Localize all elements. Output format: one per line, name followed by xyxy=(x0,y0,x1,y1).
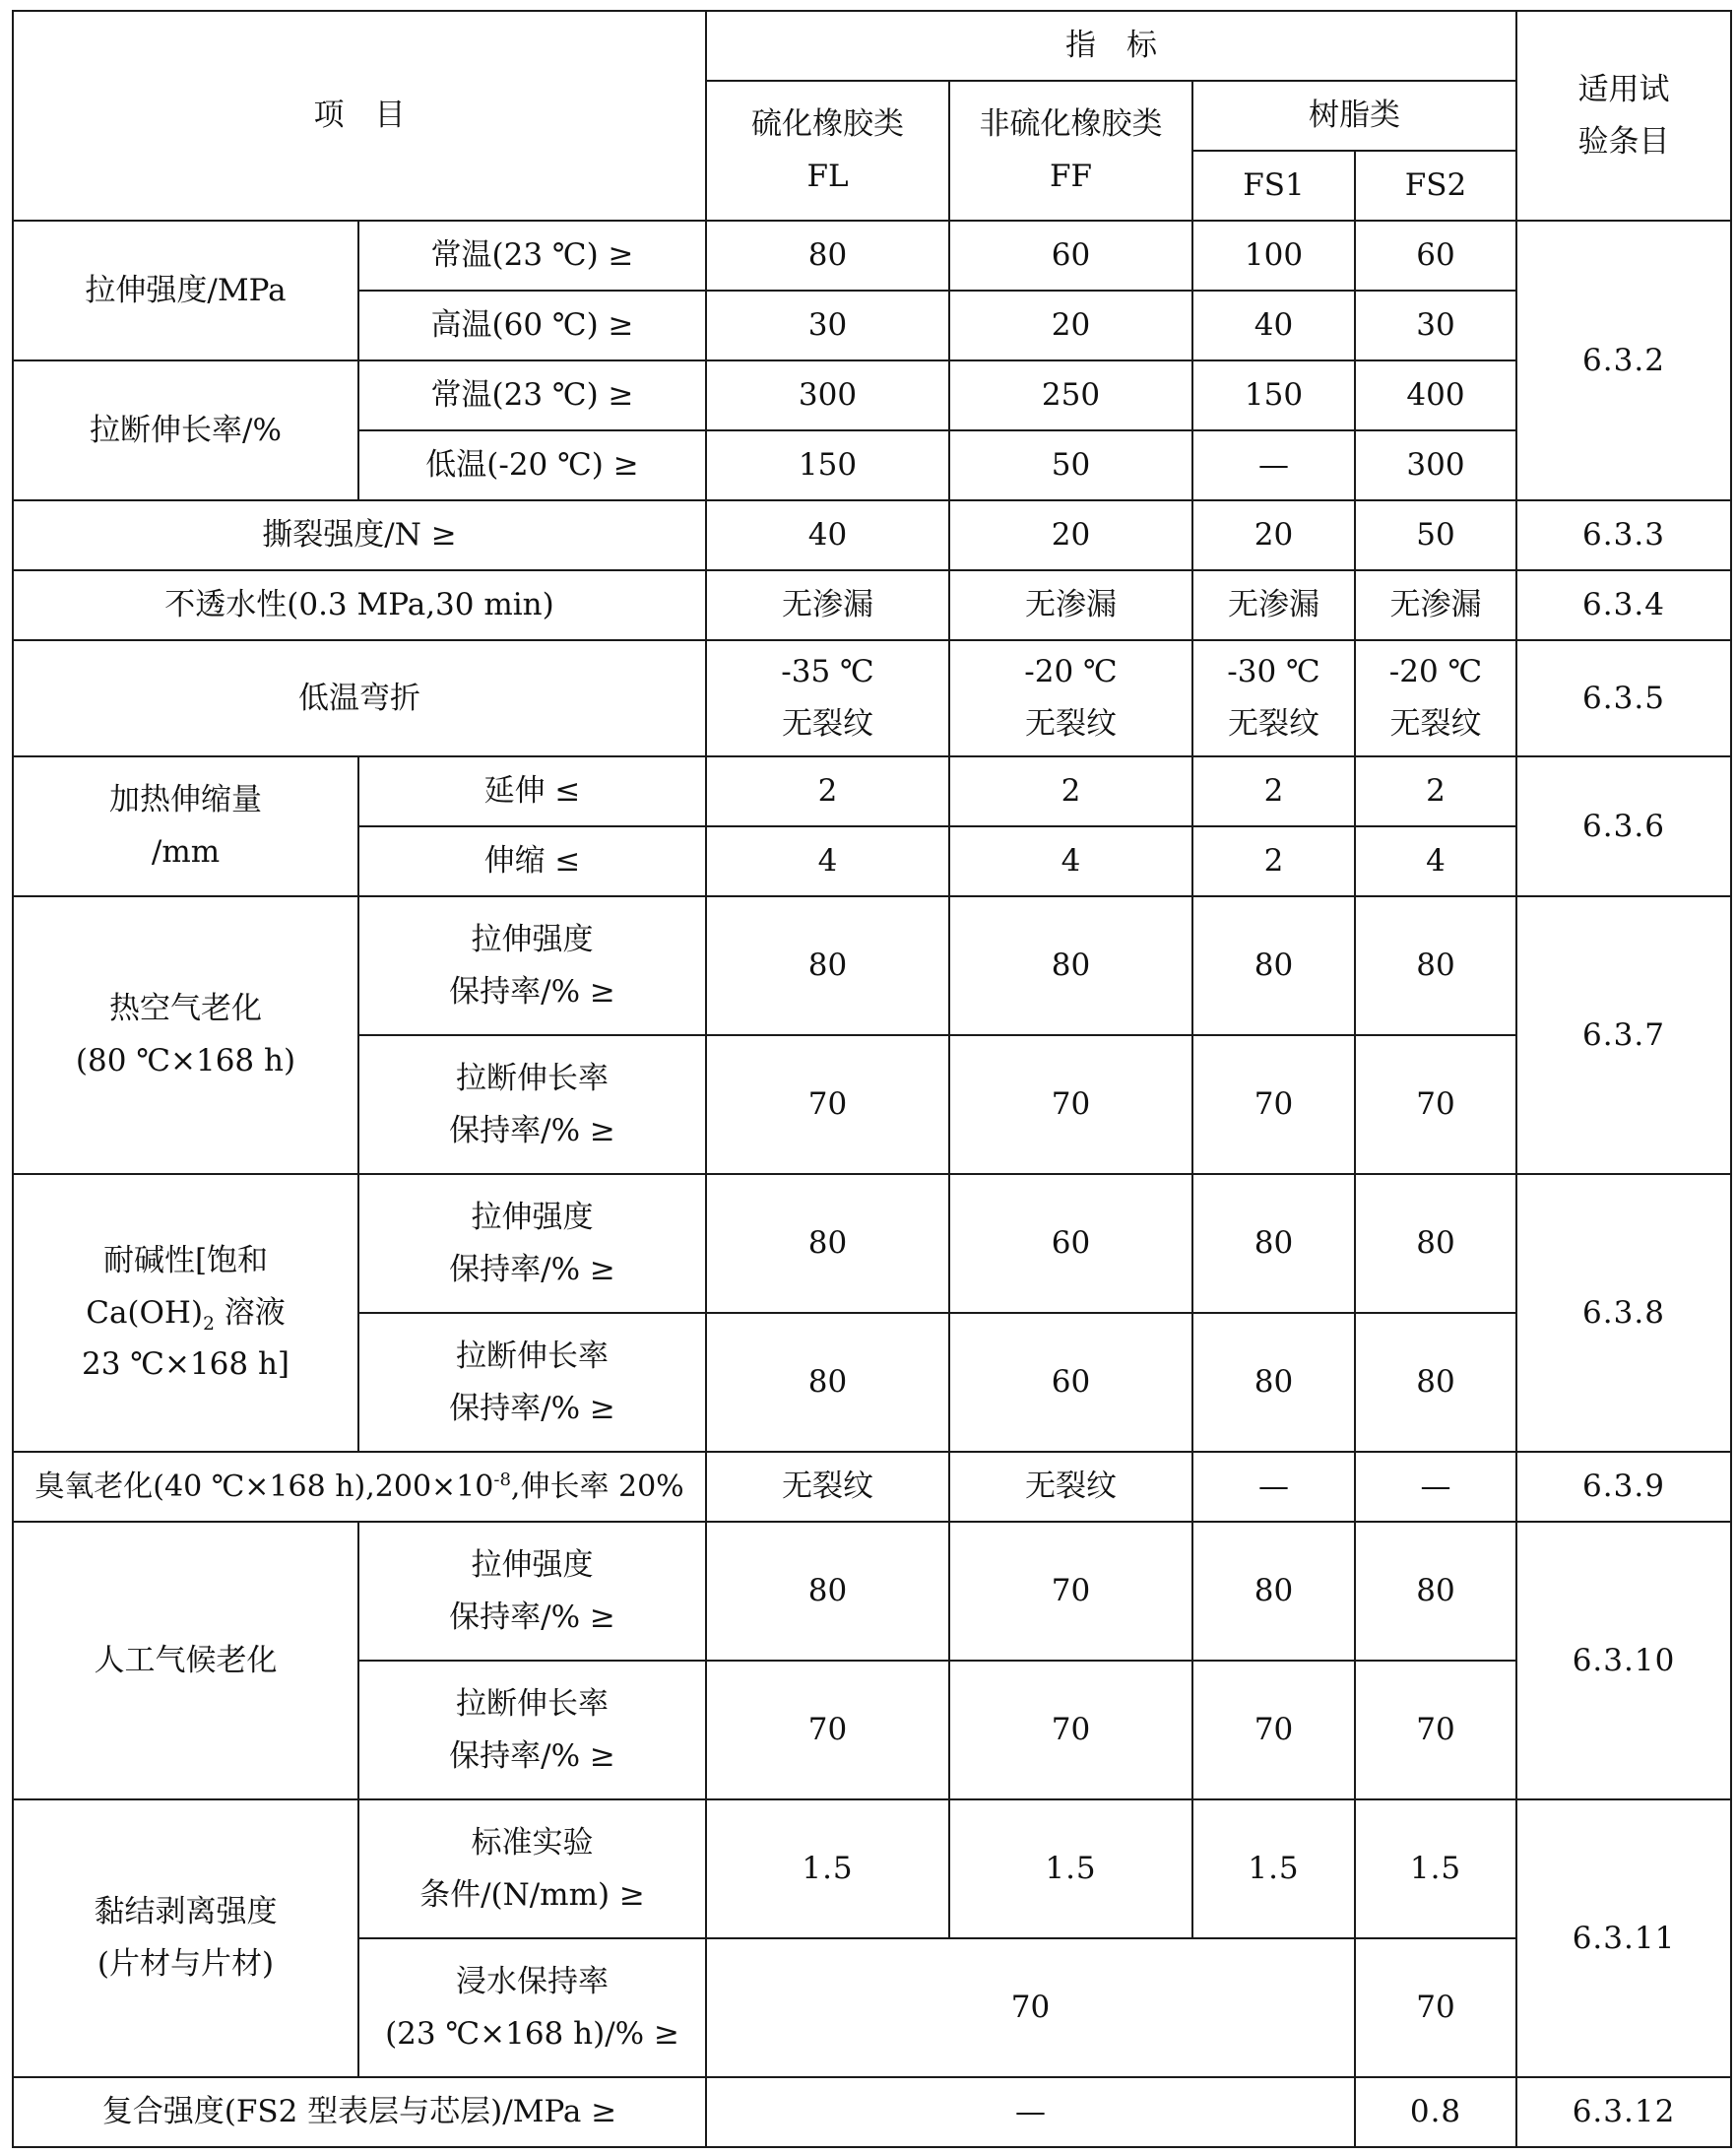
cond-cell: 常温(23 ℃) ≥ xyxy=(358,221,706,291)
value-cell: 250 xyxy=(949,360,1192,430)
table-row xyxy=(13,1174,1731,1313)
value-cell: — xyxy=(1192,1452,1355,1522)
value-cell: 60 xyxy=(949,1313,1192,1452)
cond-cell: 伸缩 ≤ xyxy=(358,826,706,896)
value-cell: 4 xyxy=(1355,826,1516,896)
value-cell: 80 xyxy=(706,1522,949,1661)
value-cell: 4 xyxy=(706,826,949,896)
clause-cell: 6.3.4 xyxy=(1516,570,1731,640)
table-row xyxy=(13,1522,1731,1661)
table-row xyxy=(13,500,1731,570)
value-cell: 150 xyxy=(706,430,949,500)
value-cell: 80 xyxy=(1192,1313,1355,1452)
table-row xyxy=(13,221,1731,291)
row-label-low-temp-bend: 低温弯折 xyxy=(13,640,706,756)
cond-cell: 拉伸强度 保持率/% ≥ xyxy=(358,1522,706,1661)
header-index: 指 标 xyxy=(706,11,1516,81)
value-cell: 2 xyxy=(949,756,1192,826)
row-label-impermeable: 不透水性(0.3 MPa,30 min) xyxy=(13,570,706,640)
cond-cell: 拉断伸长率 保持率/% ≥ xyxy=(358,1035,706,1174)
value-cell: 70 xyxy=(706,1035,949,1174)
cond-cell: 浸水保持率 (23 ℃×168 h)/% ≥ xyxy=(358,1938,706,2077)
row-label-hot-air-aging: 热空气老化 (80 ℃×168 h) xyxy=(13,896,358,1174)
cond-cell: 常温(23 ℃) ≥ xyxy=(358,360,706,430)
value-cell: 无渗漏 xyxy=(1355,570,1516,640)
cond-cell: 拉伸强度 保持率/% ≥ xyxy=(358,896,706,1035)
value-cell: 无渗漏 xyxy=(706,570,949,640)
value-cell: 100 xyxy=(1192,221,1355,291)
header-test-clause: 适用试 验条目 xyxy=(1516,11,1731,221)
value-cell: 80 xyxy=(1355,896,1516,1035)
table-row xyxy=(13,1452,1731,1522)
row-label-ozone: 臭氧老化(40 ℃×168 $h),200\times 10^{-8}$,伸长率 20% xyxy=(13,1452,706,1522)
row-label-weathering: 人工气候老化 xyxy=(13,1522,358,1799)
cond-cell: 延伸 ≤ xyxy=(358,756,706,826)
table-row xyxy=(13,640,1731,756)
row-label-heat-shrink: 加热伸缩量 /mm xyxy=(13,756,358,896)
row-label-composite: 复合强度(FS2 型表层与芯层)/MPa ≥ xyxy=(13,2077,706,2147)
value-cell: 2 xyxy=(1192,826,1355,896)
clause-cell: 6.3.10 xyxy=(1516,1522,1731,1799)
clause-cell: 6.3.3 xyxy=(1516,500,1731,570)
specification-table xyxy=(12,10,1732,2148)
value-cell: 80 xyxy=(949,896,1192,1035)
value-cell: 80 xyxy=(1355,1522,1516,1661)
value-cell: 80 xyxy=(706,1174,949,1313)
value-cell: 70 xyxy=(949,1661,1192,1799)
value-cell: 20 xyxy=(949,500,1192,570)
value-cell: 20 xyxy=(1192,500,1355,570)
row-label-alkali: 耐碱性[饱和 $Ca(OH)_2$ 溶液 23 ℃×168 h] xyxy=(13,1174,358,1452)
cond-cell: 拉断伸长率 保持率/% ≥ xyxy=(358,1661,706,1799)
value-cell: 80 xyxy=(1355,1313,1516,1452)
table-row xyxy=(13,1799,1731,1938)
value-cell: 70 xyxy=(949,1035,1192,1174)
header-row-1 xyxy=(13,11,1731,81)
value-cell: 300 xyxy=(706,360,949,430)
value-cell: — xyxy=(1355,1452,1516,1522)
row-label-tensile: 拉伸强度/MPa xyxy=(13,221,358,360)
table-row xyxy=(13,756,1731,826)
clause-cell: 6.3.6 xyxy=(1516,756,1731,896)
clause-cell: 6.3.12 xyxy=(1516,2077,1731,2147)
cond-cell: 标准实验 条件/(N/mm) ≥ xyxy=(358,1799,706,1938)
value-cell: -20 ℃ 无裂纹 xyxy=(949,640,1192,756)
value-cell-merged: 70 xyxy=(706,1938,1355,2077)
value-cell: 2 xyxy=(706,756,949,826)
value-cell: 1.5 xyxy=(1355,1799,1516,1938)
table-row xyxy=(13,2077,1731,2147)
row-label-elongation: 拉断伸长率/% xyxy=(13,360,358,500)
table-row xyxy=(13,360,1731,430)
value-cell: 1.5 xyxy=(949,1799,1192,1938)
value-cell: 70 xyxy=(949,1522,1192,1661)
value-cell: 80 xyxy=(1192,1174,1355,1313)
value-cell: 1.5 xyxy=(1192,1799,1355,1938)
header-resin: 树脂类 xyxy=(1192,81,1516,151)
value-cell: 70 xyxy=(1355,1035,1516,1174)
value-cell: -30 ℃ 无裂纹 xyxy=(1192,640,1355,756)
value-cell: 70 xyxy=(1355,1938,1516,2077)
clause-cell: 6.3.2 xyxy=(1516,221,1731,500)
header-non-vulcanized: 非硫化橡胶类 FF xyxy=(949,81,1192,221)
value-cell: 80 xyxy=(1192,896,1355,1035)
value-cell: 2 xyxy=(1355,756,1516,826)
value-cell: 80 xyxy=(1192,1522,1355,1661)
header-fs2: FS2 xyxy=(1355,151,1516,221)
clause-cell: 6.3.11 xyxy=(1516,1799,1731,2077)
table-row xyxy=(13,570,1731,640)
value-cell: 60 xyxy=(949,221,1192,291)
value-cell: 50 xyxy=(949,430,1192,500)
value-cell: -20 ℃ 无裂纹 xyxy=(1355,640,1516,756)
value-cell: 80 xyxy=(706,896,949,1035)
value-cell: 2 xyxy=(1192,756,1355,826)
value-cell: 50 xyxy=(1355,500,1516,570)
cond-cell: 高温(60 ℃) ≥ xyxy=(358,291,706,360)
value-cell: 70 xyxy=(1355,1661,1516,1799)
header-item: 项 目 xyxy=(13,11,706,221)
row-label-tear: 撕裂强度/N ≥ xyxy=(13,500,706,570)
clause-cell: 6.3.8 xyxy=(1516,1174,1731,1452)
value-cell: 70 xyxy=(1192,1035,1355,1174)
value-cell: 80 xyxy=(706,221,949,291)
header-vulcanized: 硫化橡胶类 FL xyxy=(706,81,949,221)
value-cell: 80 xyxy=(706,1313,949,1452)
value-cell: — xyxy=(1192,430,1355,500)
value-cell: 1.5 xyxy=(706,1799,949,1938)
clause-cell: 6.3.7 xyxy=(1516,896,1731,1174)
value-cell: 80 xyxy=(1355,1174,1516,1313)
value-cell: 60 xyxy=(949,1174,1192,1313)
value-cell: 20 xyxy=(949,291,1192,360)
value-cell: 400 xyxy=(1355,360,1516,430)
value-cell: 无裂纹 xyxy=(706,1452,949,1522)
value-cell: 40 xyxy=(1192,291,1355,360)
row-label-peel: 黏结剥离强度 (片材与片材) xyxy=(13,1799,358,2077)
value-cell: 30 xyxy=(1355,291,1516,360)
value-cell-merged: — xyxy=(706,2077,1355,2147)
table-row xyxy=(13,896,1731,1035)
value-cell: 30 xyxy=(706,291,949,360)
value-cell: 70 xyxy=(1192,1661,1355,1799)
value-cell: 70 xyxy=(706,1661,949,1799)
value-cell: 300 xyxy=(1355,430,1516,500)
value-cell: 无渗漏 xyxy=(949,570,1192,640)
clause-cell: 6.3.5 xyxy=(1516,640,1731,756)
cond-cell: 拉断伸长率 保持率/% ≥ xyxy=(358,1313,706,1452)
value-cell: 60 xyxy=(1355,221,1516,291)
clause-cell: 6.3.9 xyxy=(1516,1452,1731,1522)
value-cell: 150 xyxy=(1192,360,1355,430)
value-cell: 4 xyxy=(949,826,1192,896)
value-cell: 40 xyxy=(706,500,949,570)
value-cell: 0.8 xyxy=(1355,2077,1516,2147)
cond-cell: 低温(-20 ℃) ≥ xyxy=(358,430,706,500)
cond-cell: 拉伸强度 保持率/% ≥ xyxy=(358,1174,706,1313)
value-cell: -35 ℃ 无裂纹 xyxy=(706,640,949,756)
value-cell: 无渗漏 xyxy=(1192,570,1355,640)
header-fs1: FS1 xyxy=(1192,151,1355,221)
value-cell: 无裂纹 xyxy=(949,1452,1192,1522)
